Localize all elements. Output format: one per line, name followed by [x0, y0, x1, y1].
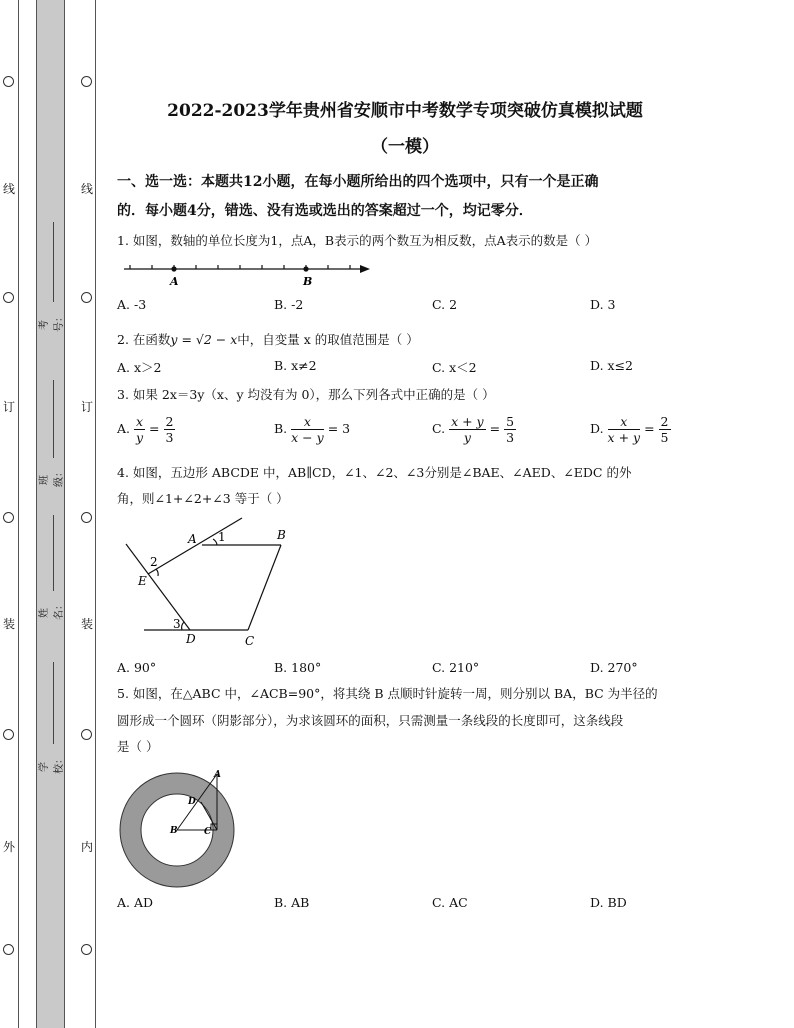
- question-2-text: [117, 330, 419, 348]
- binding-hole: [81, 292, 92, 303]
- fraction: $\frac{2}{5}$: [660, 414, 669, 445]
- binding-hole: [3, 76, 14, 87]
- field-name: 姓名：: [39, 600, 65, 620]
- question-5-text: 圆形成一个圆环（阴影部分），为求该圆环的面积，只需测量一条线段的长度即可，这条线段: [117, 713, 624, 728]
- margin-line: [36, 0, 37, 1028]
- q1-option-a[interactable]: A. -3: [117, 297, 147, 312]
- vertex-e-label: E: [138, 574, 147, 588]
- q2-option-b[interactable]: B. x≠2: [274, 358, 317, 373]
- point-b-label: B: [170, 826, 178, 836]
- binding-char: 线: [2, 182, 15, 196]
- q3-option-c[interactable]: C. $\frac{x + y}{y}$ = $\frac{5}{3}$: [432, 414, 515, 445]
- angle-1-label: 1: [218, 530, 226, 544]
- margin-line-outer: [18, 0, 19, 1028]
- binding-char: 内: [80, 840, 93, 854]
- vertex-b-label: B: [277, 528, 286, 542]
- q1-option-c[interactable]: C. 2: [432, 297, 458, 312]
- fraction: $\frac{5}{3}$: [506, 414, 515, 445]
- field-line: [53, 662, 54, 744]
- q2-suffix: 中，自变量 x 的取值范围是（ ）: [237, 332, 419, 347]
- fraction: $\frac{x}{y}$: [136, 414, 144, 445]
- question-3-text: 3. 如果 2x＝3y（x、y 均没有为 0），那么下列各式中正确的是（ ）: [117, 387, 495, 402]
- section-heading: 一、选一选：本题共12小题，在每小题所给出的四个选项中，只有一个是正确: [117, 174, 599, 190]
- q2-option-d[interactable]: D. x≤2: [590, 358, 633, 373]
- page-subtitle: （一模）: [371, 137, 439, 157]
- point-c-label: C: [204, 827, 212, 837]
- q5-option-d[interactable]: D. BD: [590, 895, 627, 910]
- question-5-text: 是（ ）: [117, 739, 159, 754]
- vertex-a-label: A: [188, 532, 197, 546]
- point-a-label: A: [214, 770, 221, 780]
- fraction: $\frac{2}{3}$: [165, 414, 174, 445]
- binding-hole: [3, 729, 14, 740]
- fraction: $\frac{x}{x + y}$: [607, 414, 641, 445]
- field-class: 班级：: [39, 467, 65, 487]
- binding-char: 装: [80, 617, 93, 631]
- binding-hole: [81, 76, 92, 87]
- binding-char: 装: [2, 617, 15, 631]
- binding-hole: [3, 292, 14, 303]
- q4-option-d[interactable]: D. 270°: [590, 660, 638, 675]
- annulus-figure: [118, 766, 240, 888]
- binding-hole: [3, 512, 14, 523]
- q2-formula: y = √2 − x: [170, 332, 238, 347]
- binding-hole: [81, 944, 92, 955]
- q4-option-b[interactable]: B. 180°: [274, 660, 322, 675]
- q4-option-c[interactable]: C. 210°: [432, 660, 480, 675]
- binding-hole: [81, 512, 92, 523]
- angle-3-label: 3: [173, 617, 181, 631]
- q5-option-b[interactable]: B. AB: [274, 895, 310, 910]
- binding-char: 订: [2, 400, 15, 414]
- q3-option-d[interactable]: D. $\frac{x}{x + y}$ = $\frac{2}{5}$: [590, 414, 669, 445]
- question-4-text: 4. 如图，五边形 ABCDE 中，AB∥CD，∠1、∠2、∠3分别是∠BAE、∠AED、∠EDC 的外: [117, 465, 632, 480]
- field-line: [53, 380, 54, 458]
- binding-strip: [36, 0, 64, 1028]
- q4-option-a[interactable]: A. 90°: [117, 660, 157, 675]
- angle-2-label: 2: [150, 555, 158, 569]
- vertex-d-label: D: [186, 632, 196, 646]
- margin-line-inner: [95, 0, 96, 1028]
- question-1-text: 1. 如图，数轴的单位长度为1，点A，B表示的两个数互为相反数，点A表示的数是（ ）: [117, 233, 598, 248]
- section-heading: 的．每小题4分，错选、没有选或选出的答案超过一个，均记零分．: [117, 203, 533, 219]
- margin-line: [64, 0, 65, 1028]
- field-line: [53, 515, 54, 591]
- q1-option-b[interactable]: B. -2: [274, 297, 304, 312]
- field-exam-number: 考号：: [39, 312, 65, 332]
- q3-option-b[interactable]: B. $\frac{x}{x - y}$ = 3: [274, 414, 351, 445]
- q1-option-d[interactable]: D. 3: [590, 297, 616, 312]
- fraction: $\frac{x}{x - y}$: [291, 414, 324, 445]
- page-title: 2022-2023学年贵州省安顺市中考数学专项突破仿真模拟试题: [167, 101, 643, 121]
- binding-char: 订: [80, 400, 93, 414]
- question-4-text: 角，则∠1+∠2+∠3 等于（ ）: [117, 491, 289, 506]
- binding-char: 线: [80, 182, 93, 196]
- q2-option-a[interactable]: A. x＞2: [117, 360, 162, 375]
- point-b-label: B: [303, 275, 313, 288]
- q5-option-a[interactable]: A. AD: [117, 895, 154, 910]
- q3-option-a[interactable]: A. $\frac{x}{y}$ = $\frac{2}{3}$: [117, 414, 174, 445]
- point-a-label: A: [170, 275, 179, 288]
- field-school: 学校：: [39, 754, 65, 774]
- binding-hole: [81, 729, 92, 740]
- field-line: [53, 222, 54, 302]
- pentagon-figure: [118, 514, 318, 650]
- q2-prefix: 2. 在函数: [117, 332, 171, 347]
- q5-option-c[interactable]: C. AC: [432, 895, 468, 910]
- q2-option-c[interactable]: C. x＜2: [432, 360, 477, 375]
- binding-char: 外: [2, 840, 15, 854]
- fraction: $\frac{x + y}{y}$: [451, 414, 484, 445]
- number-line-figure: [118, 258, 378, 288]
- binding-hole: [3, 944, 14, 955]
- vertex-c-label: C: [245, 634, 255, 648]
- question-5-text: 5. 如图，在△ABC 中，∠ACB=90°，将其绕 B 点顺时针旋转一周，则分别以 BA，BC 为半径的: [117, 686, 658, 701]
- point-d-label: D: [188, 797, 196, 807]
